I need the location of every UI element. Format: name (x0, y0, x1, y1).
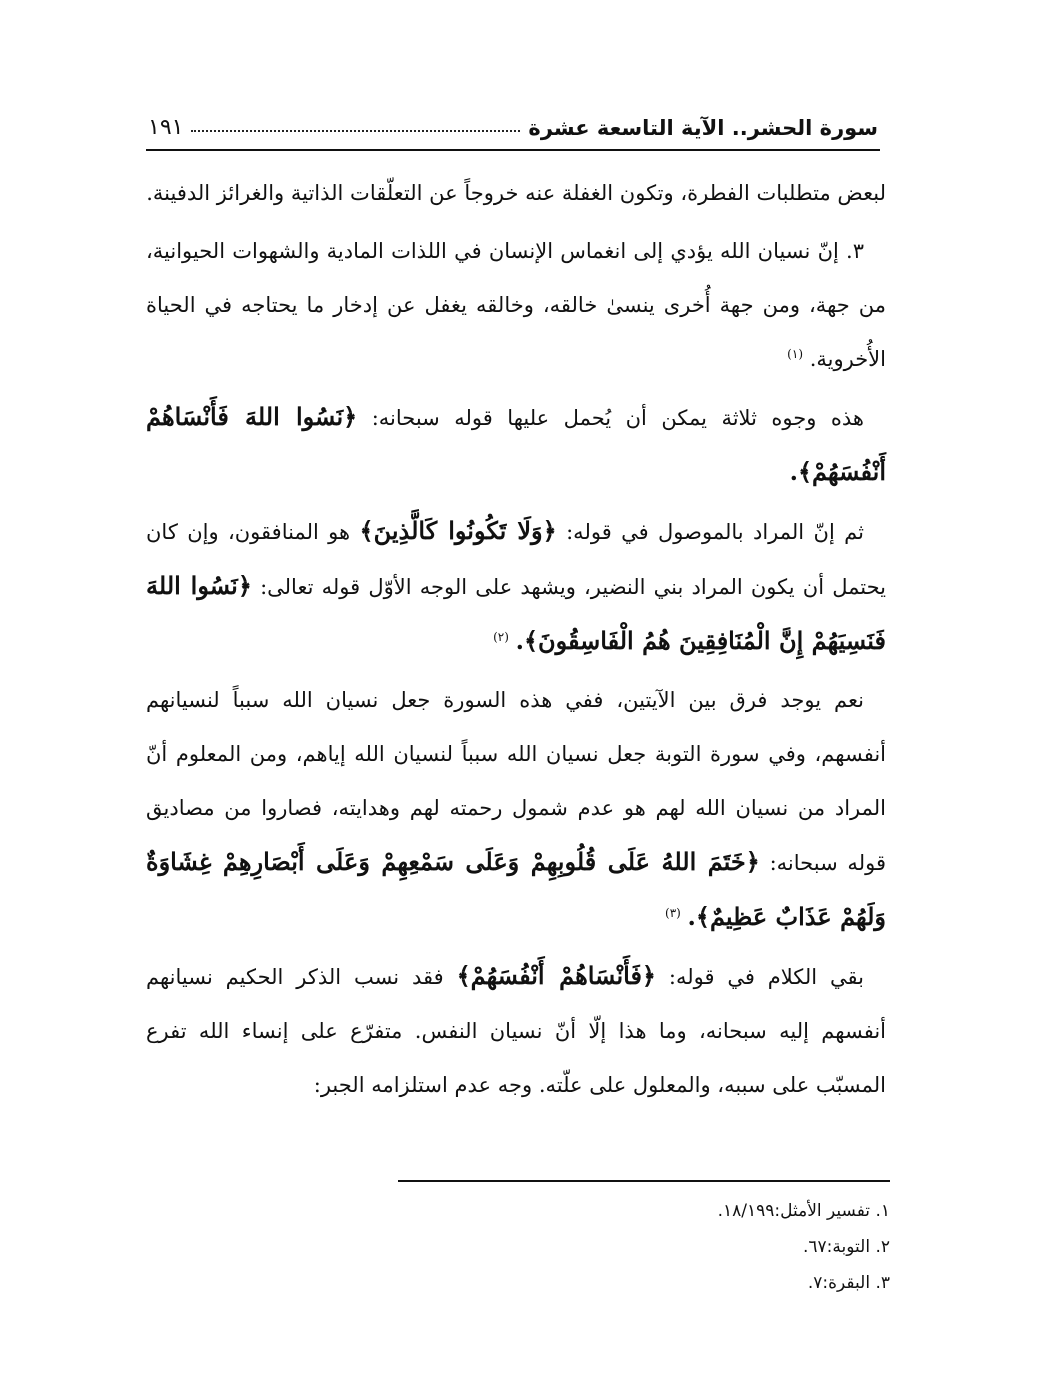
paragraph-1: لبعض متطلبات الفطرة، وتكون الغفلة عنه خروجاً عن التعلّقات الذاتية والغرائز الدفينة. (146, 181, 886, 205)
paragraph-4-text-b: هو المنافقون، وإن كان يحتمل أن يكون المراد بني النضير، ويشهد على الوجه الأوّل قوله تعالى: (146, 520, 886, 599)
paragraph-2 (146, 224, 886, 386)
footnote-2: ٢. التوبة:٦٧. (802, 1237, 890, 1257)
quran-quote: ﴿فَأَنْسَاهُمْ أَنْفُسَهُمْ﴾ (456, 961, 656, 990)
paragraph-5 (146, 673, 886, 945)
header-rule (146, 149, 880, 151)
header-dot-leader (191, 130, 520, 132)
paragraph-6-text-a: بقي الكلام في قوله: (668, 965, 864, 989)
body-text (146, 166, 886, 1116)
footnote-ref-3: (٣) (665, 906, 681, 920)
paragraph-3-text: هذه وجوه ثلاثة يمكن أن يُحمل عليها قوله سبحانه: (371, 406, 864, 430)
paragraph-4-text-a: ثم إنّ المراد بالموصول في قوله: (566, 520, 864, 544)
quran-quote: ﴿نَسُوا اللهَ فَنَسِيَهُمْ إِنَّ الْمُنَافِقِينَ هُمُ الْفَاسِقُونَ﴾. (146, 571, 886, 655)
paragraph-2-text: ٣. إنّ نسيان الله يؤدي إلى انغماس الإنسان في اللذات المادية والشهوات الحيوانية، من جهة، ومن جهة أُخرى ينسىٰ خالقه، وخالقه يغفل عن إدخار ما يحتاجه في الحياة الأُخروية. (146, 239, 886, 371)
page-number: ١٩١ (148, 115, 184, 140)
running-header (148, 100, 878, 140)
paragraph-6-text-b: فقد نسب الذكر الحكيم نسيانهم أنفسهم إليه سبحانه، وما هذا إلّا أنّ نسيان النفس. متفرّع على إنساء الله تفرع المسبّب على سببه، والمعلول على علّته. وجه عدم استلزامه الجبر: (146, 965, 886, 1097)
paragraph-4 (146, 504, 886, 669)
quran-quote: ﴿نَسُوا اللهَ فَأَنْسَاهُمْ أَنْفُسَهُمْ﴾. (146, 402, 886, 486)
quran-quote: ﴿خَتَمَ اللهُ عَلَى قُلُوبِهِمْ وَعَلَى سَمْعِهِمْ وَعَلَى أَبْصَارِهِمْ غِشَاوَةٌ وَلَهُمْ عَذَابٌ عَظِيمٌ﴾. (146, 847, 886, 931)
footnote-1: ١. تفسير الأمثل:١٨/١٩٩. (717, 1201, 890, 1221)
footnote-3: ٣. البقرة:٧. (807, 1273, 890, 1293)
footnote-rule (398, 1180, 890, 1182)
quran-quote: ﴿وَلَا تَكُونُوا كَالَّذِينَ﴾ (359, 516, 557, 545)
paragraph-6 (146, 949, 886, 1112)
footnote-ref-1: (١) (787, 347, 803, 361)
paragraph-5-text: نعم يوجد فرق بين الآيتين، ففي هذه السورة جعل نسيان الله سبباً لنسيانهم أنفسهم، وفي سورة التوبة جعل نسيان الله سبباً لنسيان الله إياهم، ومن المعلوم أنّ المراد من نسيان الله لهم هو عدم شمول رحمته لهم وهدايته، فصاروا من مصاديق قوله سبحانه: (146, 688, 886, 875)
footnotes (500, 1193, 890, 1301)
header-title: سورة الحشر.. الآية التاسعة عشرة (528, 116, 878, 140)
paragraph-3 (146, 390, 886, 500)
footnote-ref-2: (٢) (493, 630, 509, 644)
